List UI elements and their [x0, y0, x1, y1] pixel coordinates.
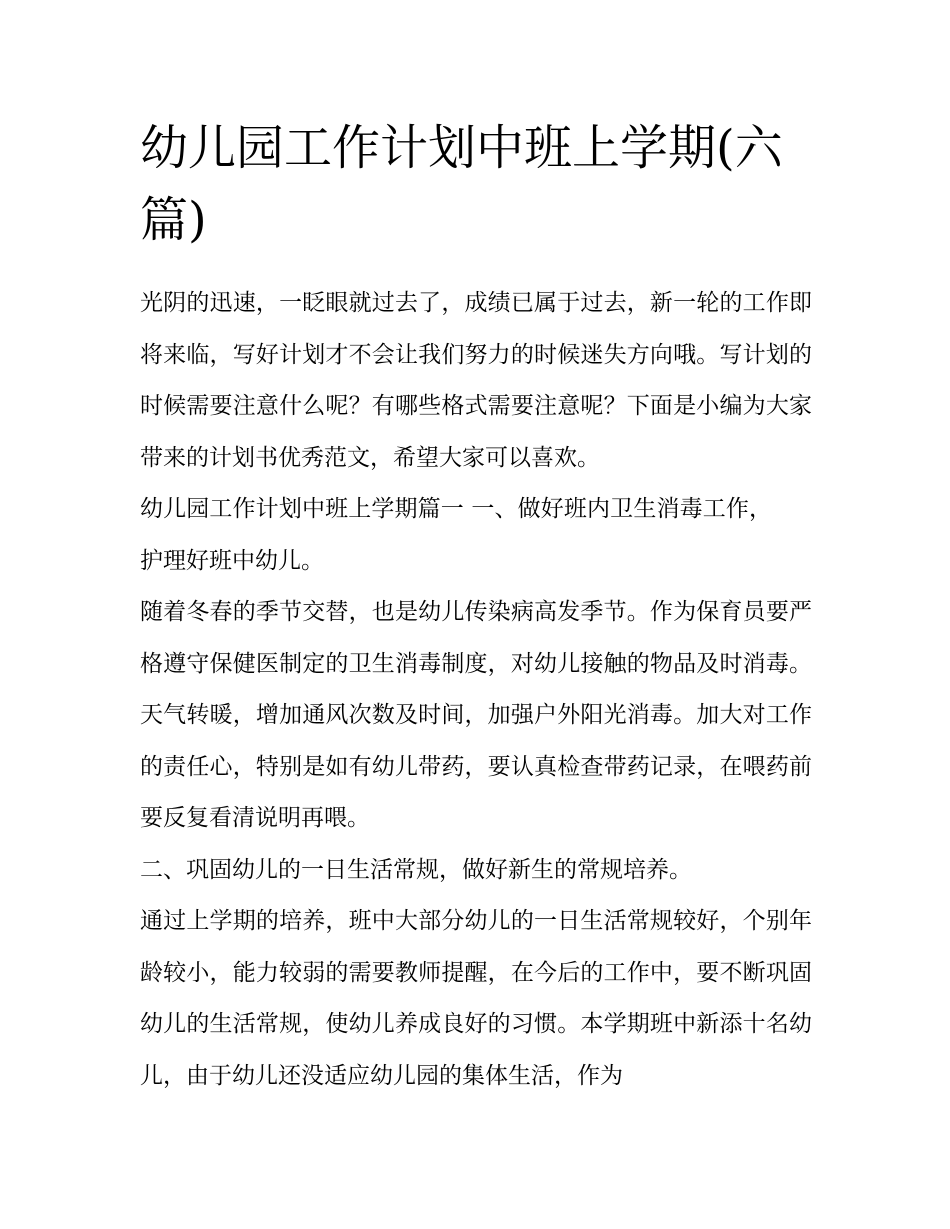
- document-title: 幼儿园工作计划中班上学期(六篇): [140, 120, 783, 248]
- paragraph-section-2-heading: 二、巩固幼儿的一日生活常规，做好新生的常规培养。: [140, 856, 692, 883]
- paragraph-section-1-heading: 幼儿园工作计划中班上学期篇一 一、做好班内卫生消毒工作，护理好班中幼儿。: [140, 496, 772, 574]
- paragraph-section-1-body: 随着冬春的季节交替，也是幼儿传染病高发季节。作为保育员要严格遵守保健医制定的卫生消毒制度，对幼儿接触的物品及时消毒。天气转暖，增加通风次数及时间，加强户外阳光消毒。加大对工作的责任心，特别是如有幼儿带药，要认真检查带药记录，在喂药前要反复看清说明再喂。: [140, 599, 812, 831]
- paragraph-section-2-body: 通过上学期的培养，班中大部分幼儿的一日生活常规较好，个别年龄较小，能力较弱的需要教师提醒，在今后的工作中，要不断巩固幼儿的生活常规，使幼儿养成良好的习惯。本学期班中新添十名幼儿，由于幼儿还没适应幼儿园的集体生活，作为: [140, 908, 812, 1089]
- document-page: [140, 112, 812, 1102]
- paragraph-intro: 光阴的迅速，一眨眼就过去了，成绩已属于过去，新一轮的工作即将来临，写好计划才不会让我们努力的时候迷失方向哦。写计划的时候需要注意什么呢？有哪些格式需要注意呢？下面是小编为大家带来的计划书优秀范文，希望大家可以喜欢。: [140, 290, 812, 471]
